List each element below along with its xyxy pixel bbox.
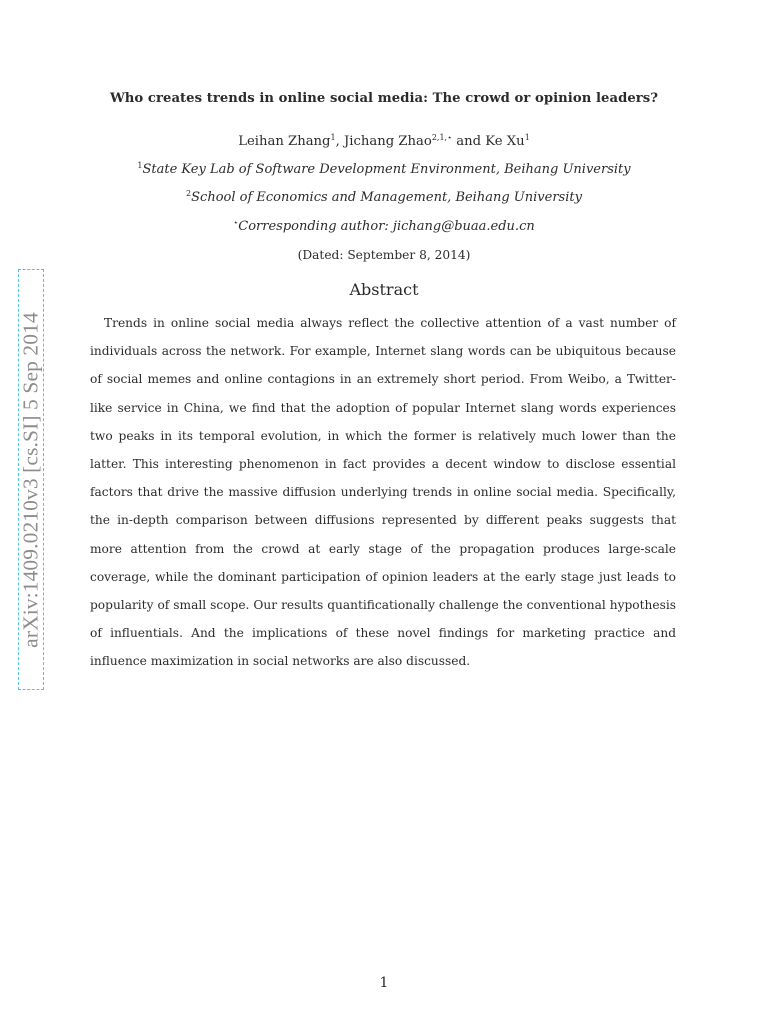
arxiv-identifier: arXiv:1409.0210v3 [cs.SI] 5 Sep 2014	[18, 311, 43, 648]
author-name: Jichang Zhao	[343, 134, 432, 149]
affiliation-2	[0, 190, 768, 205]
abstract-heading: Abstract	[349, 280, 419, 299]
author-list	[0, 134, 768, 149]
page-number: 1	[379, 975, 389, 991]
abstract-body: Trends in online social media always reflect the collective attention of a vast number of individuals across the network. For example, Internet slang words can be ubiquitous because of social memes and online contagions in an extremely short period. From Weibo, a Twitter-like service in China, we find that the adoption of popular Internet slang words experiences two peaks in its temporal evolution, in which the former is relatively much lower than the latter. This interesting phenomenon in fact provides a decent window to disclose essential factors that drive the massive diffusion underlying trends in online social media. Specifically, the in-depth comparison between diffusions represented by different peaks suggests that more attention from the crowd at early stage of the propagation produces large-scale coverage, while the dominant participation of opinion leaders at the early stage just leads to popularity of small scope. Our results quantificationally challenge the conventional hypothesis of influentials. And the implications of these novel findings for marketing practice and influence maximization in social networks are also discussed.	[90, 316, 676, 669]
author-separator: ,	[335, 134, 344, 149]
paper-title: Who creates trends in online social media: The crowd or opinion leaders?	[109, 91, 659, 106]
affiliation-text: School of Economics and Management, Beihang University	[191, 190, 582, 205]
author-separator: and	[452, 134, 486, 149]
author-affiliation-mark: 2,1,⋆	[431, 133, 453, 142]
author-name: Leihan Zhang	[238, 134, 331, 149]
affiliation-1	[0, 162, 768, 177]
affiliation-text: State Key Lab of Software Development Environment, Beihang University	[142, 162, 631, 177]
author-affiliation-mark: 1	[330, 133, 336, 142]
dated-line: (Dated: September 8, 2014)	[297, 248, 471, 262]
arxiv-stamp	[18, 269, 44, 690]
corresponding-author-text: Corresponding author: jichang@buaa.edu.cn	[238, 219, 535, 234]
affiliation-mark: 1	[137, 161, 143, 170]
corresponding-mark: ⋆	[233, 218, 239, 227]
author-affiliation-mark: 1	[524, 133, 530, 142]
affiliation-mark: 2	[186, 189, 192, 198]
author-name: Ke Xu	[485, 134, 525, 149]
corresponding-author	[0, 219, 768, 234]
